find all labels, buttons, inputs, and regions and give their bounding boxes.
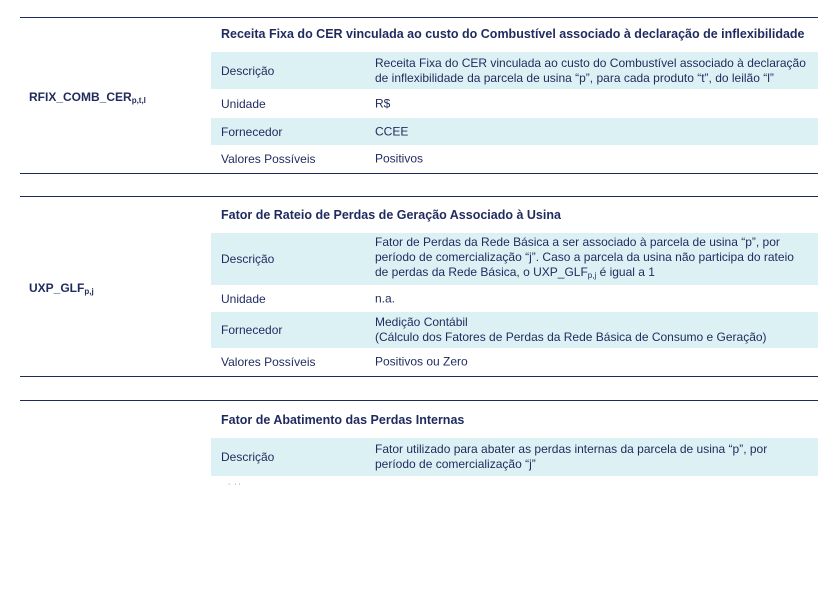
row-label: Unidade (221, 96, 266, 111)
row-value-line: de inflexibilidade da parcela de usina “p”, para cada produto “t”, do leilão “l” (375, 70, 774, 85)
row-value-line: n.a. (375, 291, 396, 305)
row-value (375, 235, 808, 283)
section-2-bottom-rule (20, 376, 818, 377)
section-2-row-valores (211, 349, 818, 375)
section-2-row-descricao (211, 233, 818, 285)
row-label: Unidade (221, 291, 266, 306)
section-2-code-subscript: p,j (84, 287, 94, 296)
row-label: Descrição (221, 450, 275, 464)
section-2-code (29, 281, 94, 296)
section-1-code-subscript: p,t,l (131, 96, 146, 105)
row-value-subscript: p,j (587, 271, 597, 280)
row-label: Valores Possíveis (221, 152, 316, 166)
row-value (375, 442, 808, 472)
row-label: Descrição (221, 252, 275, 266)
row-label: Valores Possíveis (221, 355, 316, 369)
section-1-code (29, 90, 146, 105)
section-1-row-valores (211, 146, 818, 172)
section-1-row-fornecedor (211, 118, 818, 145)
row-value-line: CCEE (375, 124, 409, 138)
section-1-top-rule (20, 17, 818, 18)
row-value (375, 152, 808, 167)
section-2-code-base: UXP_GLF (29, 281, 85, 295)
row-value-line (375, 265, 808, 283)
row-value (375, 355, 808, 370)
row-value (375, 315, 808, 345)
section-3-row-descricao (211, 438, 818, 476)
section-2-title: Fator de Rateio de Perdas de Geração Associado à Usina (221, 208, 561, 222)
row-value-line: Medição Contábil (375, 315, 468, 329)
row-value-line: período de comercialização “j” (375, 457, 536, 471)
row-value-text: de perdas da Rede Básica, o UXP_GLF (375, 265, 588, 279)
row-value-line: (Cálculo dos Fatores de Perdas da Rede Básica de Consumo e Geração) (375, 330, 767, 344)
row-value-line: Positivos ou Zero (375, 354, 468, 369)
row-value-line: Positivos (375, 151, 424, 166)
page-cutoff (211, 476, 818, 602)
section-1-row-descricao (211, 52, 818, 89)
row-value (375, 96, 808, 111)
row-label: Descrição (221, 63, 275, 78)
section-2-top-rule (20, 196, 818, 197)
row-label: Fornecedor (221, 323, 283, 337)
row-value-line: Fator de Perdas da Rede Básica a ser associado à parcela de usina “p”, por (375, 235, 780, 249)
section-2-row-fornecedor (211, 312, 818, 348)
row-value-line: Receita Fixa do CER vinculada ao custo do Combustível associado à declaração (375, 55, 806, 70)
section-1-row-unidade (211, 90, 818, 117)
row-value-line: Fator utilizado para abater as perdas internas da parcela de usina “p”, por (375, 442, 768, 456)
section-2-row-unidade (211, 286, 818, 311)
row-value (375, 56, 808, 86)
row-value-text: é igual a 1 (596, 265, 655, 279)
section-1-bottom-rule (20, 173, 818, 174)
section-3-top-rule (20, 400, 818, 401)
section-1-code-base: RFIX_COMB_CER (29, 90, 132, 104)
row-value (375, 291, 808, 306)
section-1-title: Receita Fixa do CER vinculada ao custo do Combustível associado à declaração de inflexibilidade (221, 27, 805, 41)
cutoff-glyph-remnant: · · · (228, 481, 241, 488)
section-3-title: Fator de Abatimento das Perdas Internas (221, 413, 465, 427)
row-value (375, 124, 808, 139)
row-value-line: R$ (375, 96, 391, 110)
row-label: Fornecedor (221, 124, 283, 139)
row-value-line: período de comercialização “j”. Caso a parcela da usina não participa do rateio (375, 250, 794, 264)
